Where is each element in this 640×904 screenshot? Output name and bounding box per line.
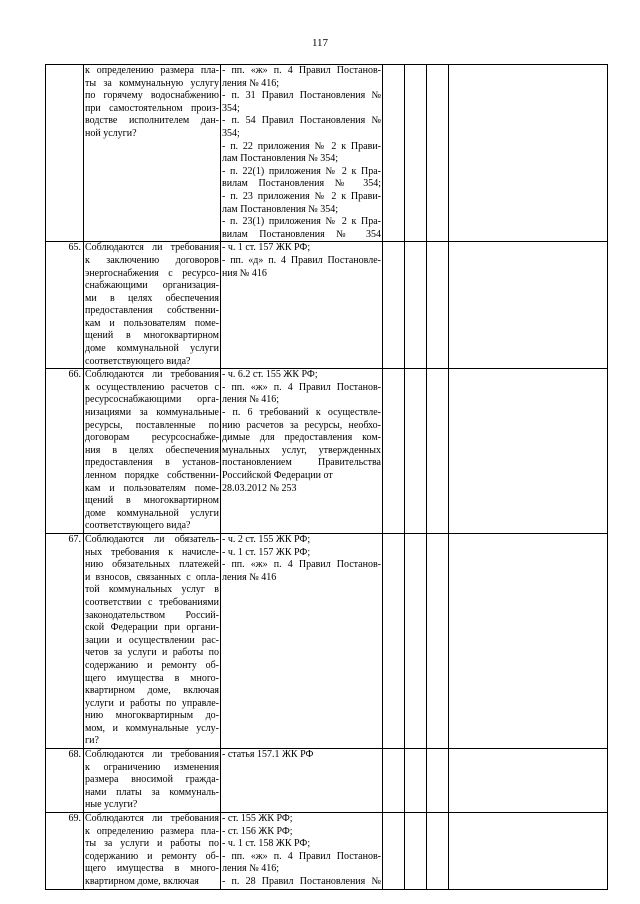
reference-line: лам Постановления № 354; — [222, 203, 339, 215]
question-line: четов за услуги и работы по — [85, 647, 219, 659]
question-cell — [84, 813, 221, 890]
reference-line: ления № 416 — [222, 571, 277, 583]
table-row — [46, 369, 608, 534]
question-line: нами платы за коммуналь- — [85, 786, 219, 798]
reference-line: 354; — [222, 102, 240, 114]
reference-line: - пп. «ж» п. 4 Правил Постанов- — [222, 65, 381, 76]
notes-cell — [449, 533, 608, 748]
question-line: щений в многоквартирном — [85, 330, 219, 342]
table-row — [46, 749, 608, 813]
question-line: к заключению договоров — [85, 254, 219, 266]
reference-line: - пп. «ж» п. 4 Правил Постанов- — [222, 381, 381, 393]
legal-reference-cell — [221, 749, 383, 813]
question-cell — [84, 369, 221, 534]
question-cell — [84, 242, 221, 369]
row-number: 66. — [46, 369, 84, 534]
answer-no-cell — [405, 369, 427, 534]
reference-line: - ч. 1 ст. 157 ЖК РФ; — [222, 242, 311, 254]
reference-line: - пп. «ж» п. 4 Правил Постанов- — [222, 850, 381, 862]
question-line: услуги и работы по управле- — [85, 697, 219, 709]
question-line: щего имущества в много- — [85, 672, 219, 684]
question-line: ных требования к начисле- — [85, 546, 219, 558]
answer-na-cell — [427, 533, 449, 748]
question-line: Соблюдаются ли требования — [85, 749, 219, 761]
reference-line: нию расчетов за ресурсы, необхо- — [222, 419, 381, 431]
answer-yes-cell — [383, 533, 405, 748]
question-line: ной услуги? — [85, 127, 137, 139]
question-line: ресурсы, поставленные по — [85, 419, 219, 431]
reference-line: ления № 416; — [222, 863, 280, 875]
question-line: щений в многоквартирном — [85, 495, 219, 507]
question-line: щего имущества в много- — [85, 863, 219, 875]
reference-line: вилам Постановления № 354; — [222, 178, 381, 190]
question-line: ты за коммунальную услугу — [85, 77, 219, 89]
reference-line: димые для предоставления ком- — [222, 432, 381, 444]
question-line: соответствующего вида? — [85, 520, 191, 532]
answer-yes-cell — [383, 242, 405, 369]
question-line: ния в целях обеспечения — [85, 444, 219, 456]
question-line: к определению размера пла- — [85, 65, 219, 76]
question-line: зации и осуществлении рас- — [85, 634, 219, 646]
answer-yes-cell — [383, 369, 405, 534]
reference-line: - ч. 2 ст. 155 ЖК РФ; — [222, 533, 311, 545]
question-line: ги? — [85, 735, 99, 747]
answer-yes-cell — [383, 749, 405, 813]
reference-line: - п. 54 Правил Постановления № — [222, 115, 381, 127]
notes-cell — [449, 242, 608, 369]
question-line: энергоснабжения с ресурсо- — [85, 267, 219, 279]
reference-line: мунальных услуг, утвержденных — [222, 444, 381, 456]
question-line: снабжающими организация- — [85, 280, 219, 292]
legal-reference-cell — [221, 813, 383, 890]
reference-line: - п. 6 требований к осуществле- — [222, 407, 381, 419]
question-line: кам и пользователям поме- — [85, 482, 219, 494]
row-number: 68. — [46, 749, 84, 813]
question-line: квартирном доме, включая — [85, 685, 219, 697]
question-line: содержанию и ремонту об- — [85, 850, 219, 862]
question-line: Соблюдаются ли требования — [85, 242, 219, 254]
reference-line: Российской Федерации от — [222, 470, 333, 481]
reference-line: - пп. «д» п. 4 Правил Постановле- — [222, 254, 381, 266]
reference-line: ления № 416; — [222, 394, 280, 406]
question-line: доме коммунальной услуги — [85, 343, 219, 355]
reference-line: - ч. 6.2 ст. 155 ЖК РФ; — [222, 369, 318, 381]
question-line: ресурсоснабжающими орга- — [85, 394, 219, 406]
question-line: нию многоквартирным до- — [85, 710, 219, 722]
answer-na-cell — [427, 242, 449, 369]
inspection-checklist-table — [45, 64, 608, 890]
row-number — [46, 65, 84, 242]
answer-no-cell — [405, 65, 427, 242]
question-line: кам и пользователям поме- — [85, 317, 219, 329]
question-line: предоставления в установ- — [85, 457, 219, 469]
question-line: Соблюдаются ли требования — [85, 369, 219, 381]
question-line: при самостоятельном произ- — [85, 102, 219, 114]
question-line: Соблюдаются ли требования — [85, 813, 219, 825]
answer-no-cell — [405, 749, 427, 813]
question-line: к определению размера пла- — [85, 825, 219, 837]
question-line: соответствующего вида? — [85, 355, 191, 367]
reference-line: - ст. 156 ЖК РФ; — [222, 825, 293, 837]
reference-line: постановлением Правительства — [222, 457, 381, 469]
row-number: 65. — [46, 242, 84, 369]
answer-no-cell — [405, 242, 427, 369]
question-line: Соблюдаются ли обязатель- — [85, 533, 219, 545]
question-line: законодательством Россий- — [85, 609, 219, 621]
answer-yes-cell — [383, 813, 405, 890]
notes-cell — [449, 749, 608, 813]
notes-cell — [449, 65, 608, 242]
question-line: соответствии с требованиями — [85, 596, 219, 608]
question-line: предоставления собственни- — [85, 305, 219, 317]
reference-line: - п. 23 приложения № 2 к Прави- — [222, 190, 381, 202]
reference-line: ния № 416 — [222, 267, 267, 279]
table-row — [46, 65, 608, 242]
reference-line: - пп. «ж» п. 4 Правил Постанов- — [222, 559, 381, 571]
notes-cell — [449, 813, 608, 890]
reference-line: 354; — [222, 127, 240, 139]
question-line: квартирном доме, включая — [85, 876, 199, 887]
question-line: договорам ресурсоснабже- — [85, 432, 219, 444]
notes-cell — [449, 369, 608, 534]
legal-reference-cell — [221, 533, 383, 748]
reference-line: - ч. 1 ст. 158 ЖК РФ; — [222, 838, 311, 850]
question-cell — [84, 533, 221, 748]
question-line: и взносов, связанных с опла- — [85, 571, 219, 583]
reference-line: - п. 23(1) приложения № 2 к Пра- — [222, 216, 381, 228]
reference-line: - ч. 1 ст. 157 ЖК РФ; — [222, 546, 311, 558]
question-line: доме коммунальной услуги — [85, 507, 219, 519]
reference-line: вилам Постановления № 354 — [222, 228, 381, 240]
question-line: мом, и коммунальные услу- — [85, 722, 219, 734]
question-line: ской Федерации при органи- — [85, 622, 219, 634]
question-line: содержанию и ремонту об- — [85, 659, 219, 671]
question-line: водстве исполнителем дан- — [85, 115, 219, 127]
reference-line: - ст. 155 ЖК РФ; — [222, 813, 293, 825]
reference-line: ления № 416; — [222, 77, 280, 89]
reference-line: - п. 22 приложения № 2 к Прави- — [222, 140, 381, 152]
question-line: той коммунальных услуг в — [85, 584, 219, 596]
question-line: нию обязательных платежей — [85, 559, 219, 571]
question-line: к ограничению изменения — [85, 761, 219, 773]
answer-na-cell — [427, 65, 449, 242]
question-line: низациями за коммунальные — [85, 407, 219, 419]
page-number: 117 — [311, 37, 329, 49]
answer-no-cell — [405, 533, 427, 748]
table-row — [46, 242, 608, 369]
question-cell — [84, 749, 221, 813]
answer-na-cell — [427, 813, 449, 890]
reference-line: лам Постановления № 354; — [222, 153, 339, 165]
legal-reference-cell — [221, 369, 383, 534]
reference-line: 28.03.2012 № 253 — [222, 482, 297, 494]
question-line: размера вносимой гражда- — [85, 774, 219, 786]
answer-yes-cell — [383, 65, 405, 242]
table-row — [46, 813, 608, 890]
legal-reference-cell — [221, 65, 383, 242]
answer-na-cell — [427, 369, 449, 534]
reference-line: - статья 157.1 ЖК РФ — [222, 749, 314, 761]
question-line: ты за услуги и работы по — [85, 838, 219, 850]
table-row — [46, 533, 608, 748]
question-line: к осуществлению расчетов с — [85, 381, 219, 393]
row-number: 69. — [46, 813, 84, 890]
reference-line: - п. 22(1) приложения № 2 к Пра- — [222, 165, 381, 177]
row-number: 67. — [46, 533, 84, 748]
answer-no-cell — [405, 813, 427, 890]
reference-line: - п. 31 Правил Постановления № — [222, 90, 381, 102]
reference-line: - п. 28 Правил Постановления № — [222, 876, 381, 887]
question-line: по горячему водоснабжению — [85, 90, 219, 102]
question-cell — [84, 65, 221, 242]
legal-reference-cell — [221, 242, 383, 369]
question-line: ми в целях обеспечения — [85, 292, 219, 304]
answer-na-cell — [427, 749, 449, 813]
question-line: ленном порядке собственни- — [85, 470, 219, 481]
question-line: ные услуги? — [85, 799, 138, 811]
